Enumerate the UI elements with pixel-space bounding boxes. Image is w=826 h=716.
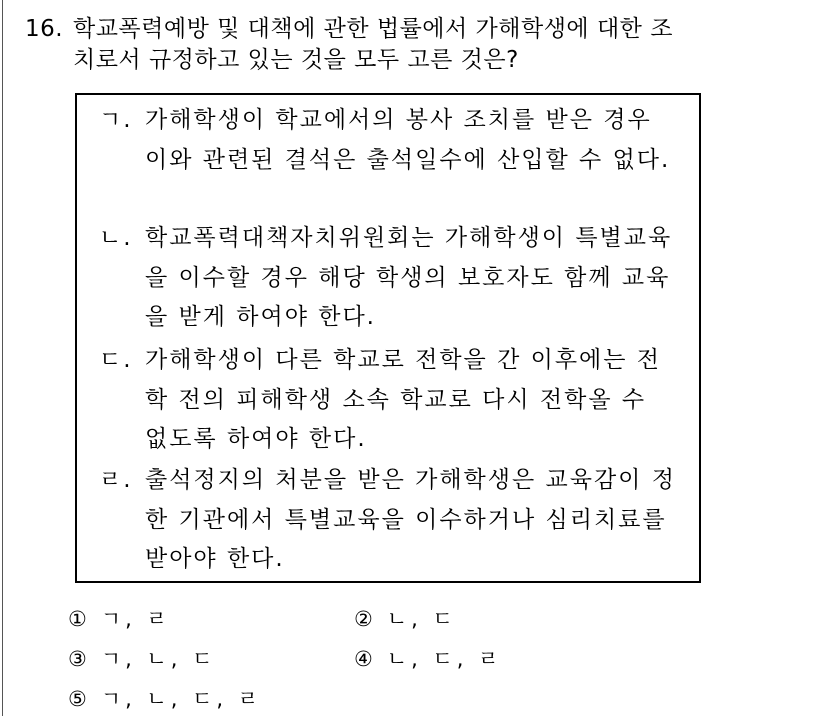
statements-box [75, 93, 701, 583]
answer-choice-3[interactable] [68, 645, 216, 673]
choice-number: ① [68, 607, 91, 631]
statement-item [99, 341, 679, 460]
page-left-border [2, 0, 3, 716]
question-text-line-1: 학교폭력예방 및 대책에 관한 법률에서 가해학생에 대한 조 [73, 16, 673, 42]
question-stem [25, 14, 785, 76]
choice-text: ㄴ, ㄷ [386, 607, 457, 631]
statement-marker: ㄷ. [99, 347, 133, 373]
choice-number: ⑤ [68, 687, 91, 711]
statement-item [99, 101, 679, 180]
statement-marker: ㄱ. [99, 107, 133, 133]
choice-number: ④ [354, 647, 377, 671]
statement-marker: ㄴ. [99, 225, 133, 251]
answer-choice-2[interactable] [354, 605, 457, 633]
statement-text: 가해학생이 학교에서의 봉사 조치를 받은 경우 이와 관련된 결석은 출석일수에 산입할 수 없다. [145, 107, 671, 173]
choice-number: ③ [68, 647, 91, 671]
question-number: 16. [25, 16, 64, 42]
choice-text: ㄱ, ㄴ, ㄷ, ㄹ [100, 687, 263, 711]
answer-choice-1[interactable] [68, 605, 171, 633]
question-text-line-2: 치로서 규정하고 있는 것을 모두 고른 것은? [73, 47, 519, 73]
choice-text: ㄴ, ㄷ, ㄹ [386, 647, 503, 671]
statement-text: 학교폭력대책자치위원회는 가해학생이 특별교육을 이수할 경우 해당 학생의 보호자도 함께 교육을 받게 하여야 한다. [145, 225, 673, 330]
answer-choice-4[interactable] [354, 645, 502, 673]
choice-text: ㄱ, ㄴ, ㄷ [100, 647, 217, 671]
choice-number: ② [354, 607, 377, 631]
statement-item [99, 219, 679, 338]
choice-text: ㄱ, ㄹ [100, 607, 171, 631]
answer-choice-5[interactable] [68, 685, 262, 713]
statement-item [99, 461, 679, 580]
statement-text: 가해학생이 다른 학교로 전학을 간 이후에는 전학 전의 피해학생 소속 학교로 다시 전학올 수 없도록 하여야 한다. [145, 347, 662, 452]
statement-text: 출석정지의 처분을 받은 가해학생은 교육감이 정한 기관에서 특별교육을 이수하거나 심리치료를 받아야 한다. [145, 467, 676, 572]
statement-marker: ㄹ. [99, 467, 133, 493]
